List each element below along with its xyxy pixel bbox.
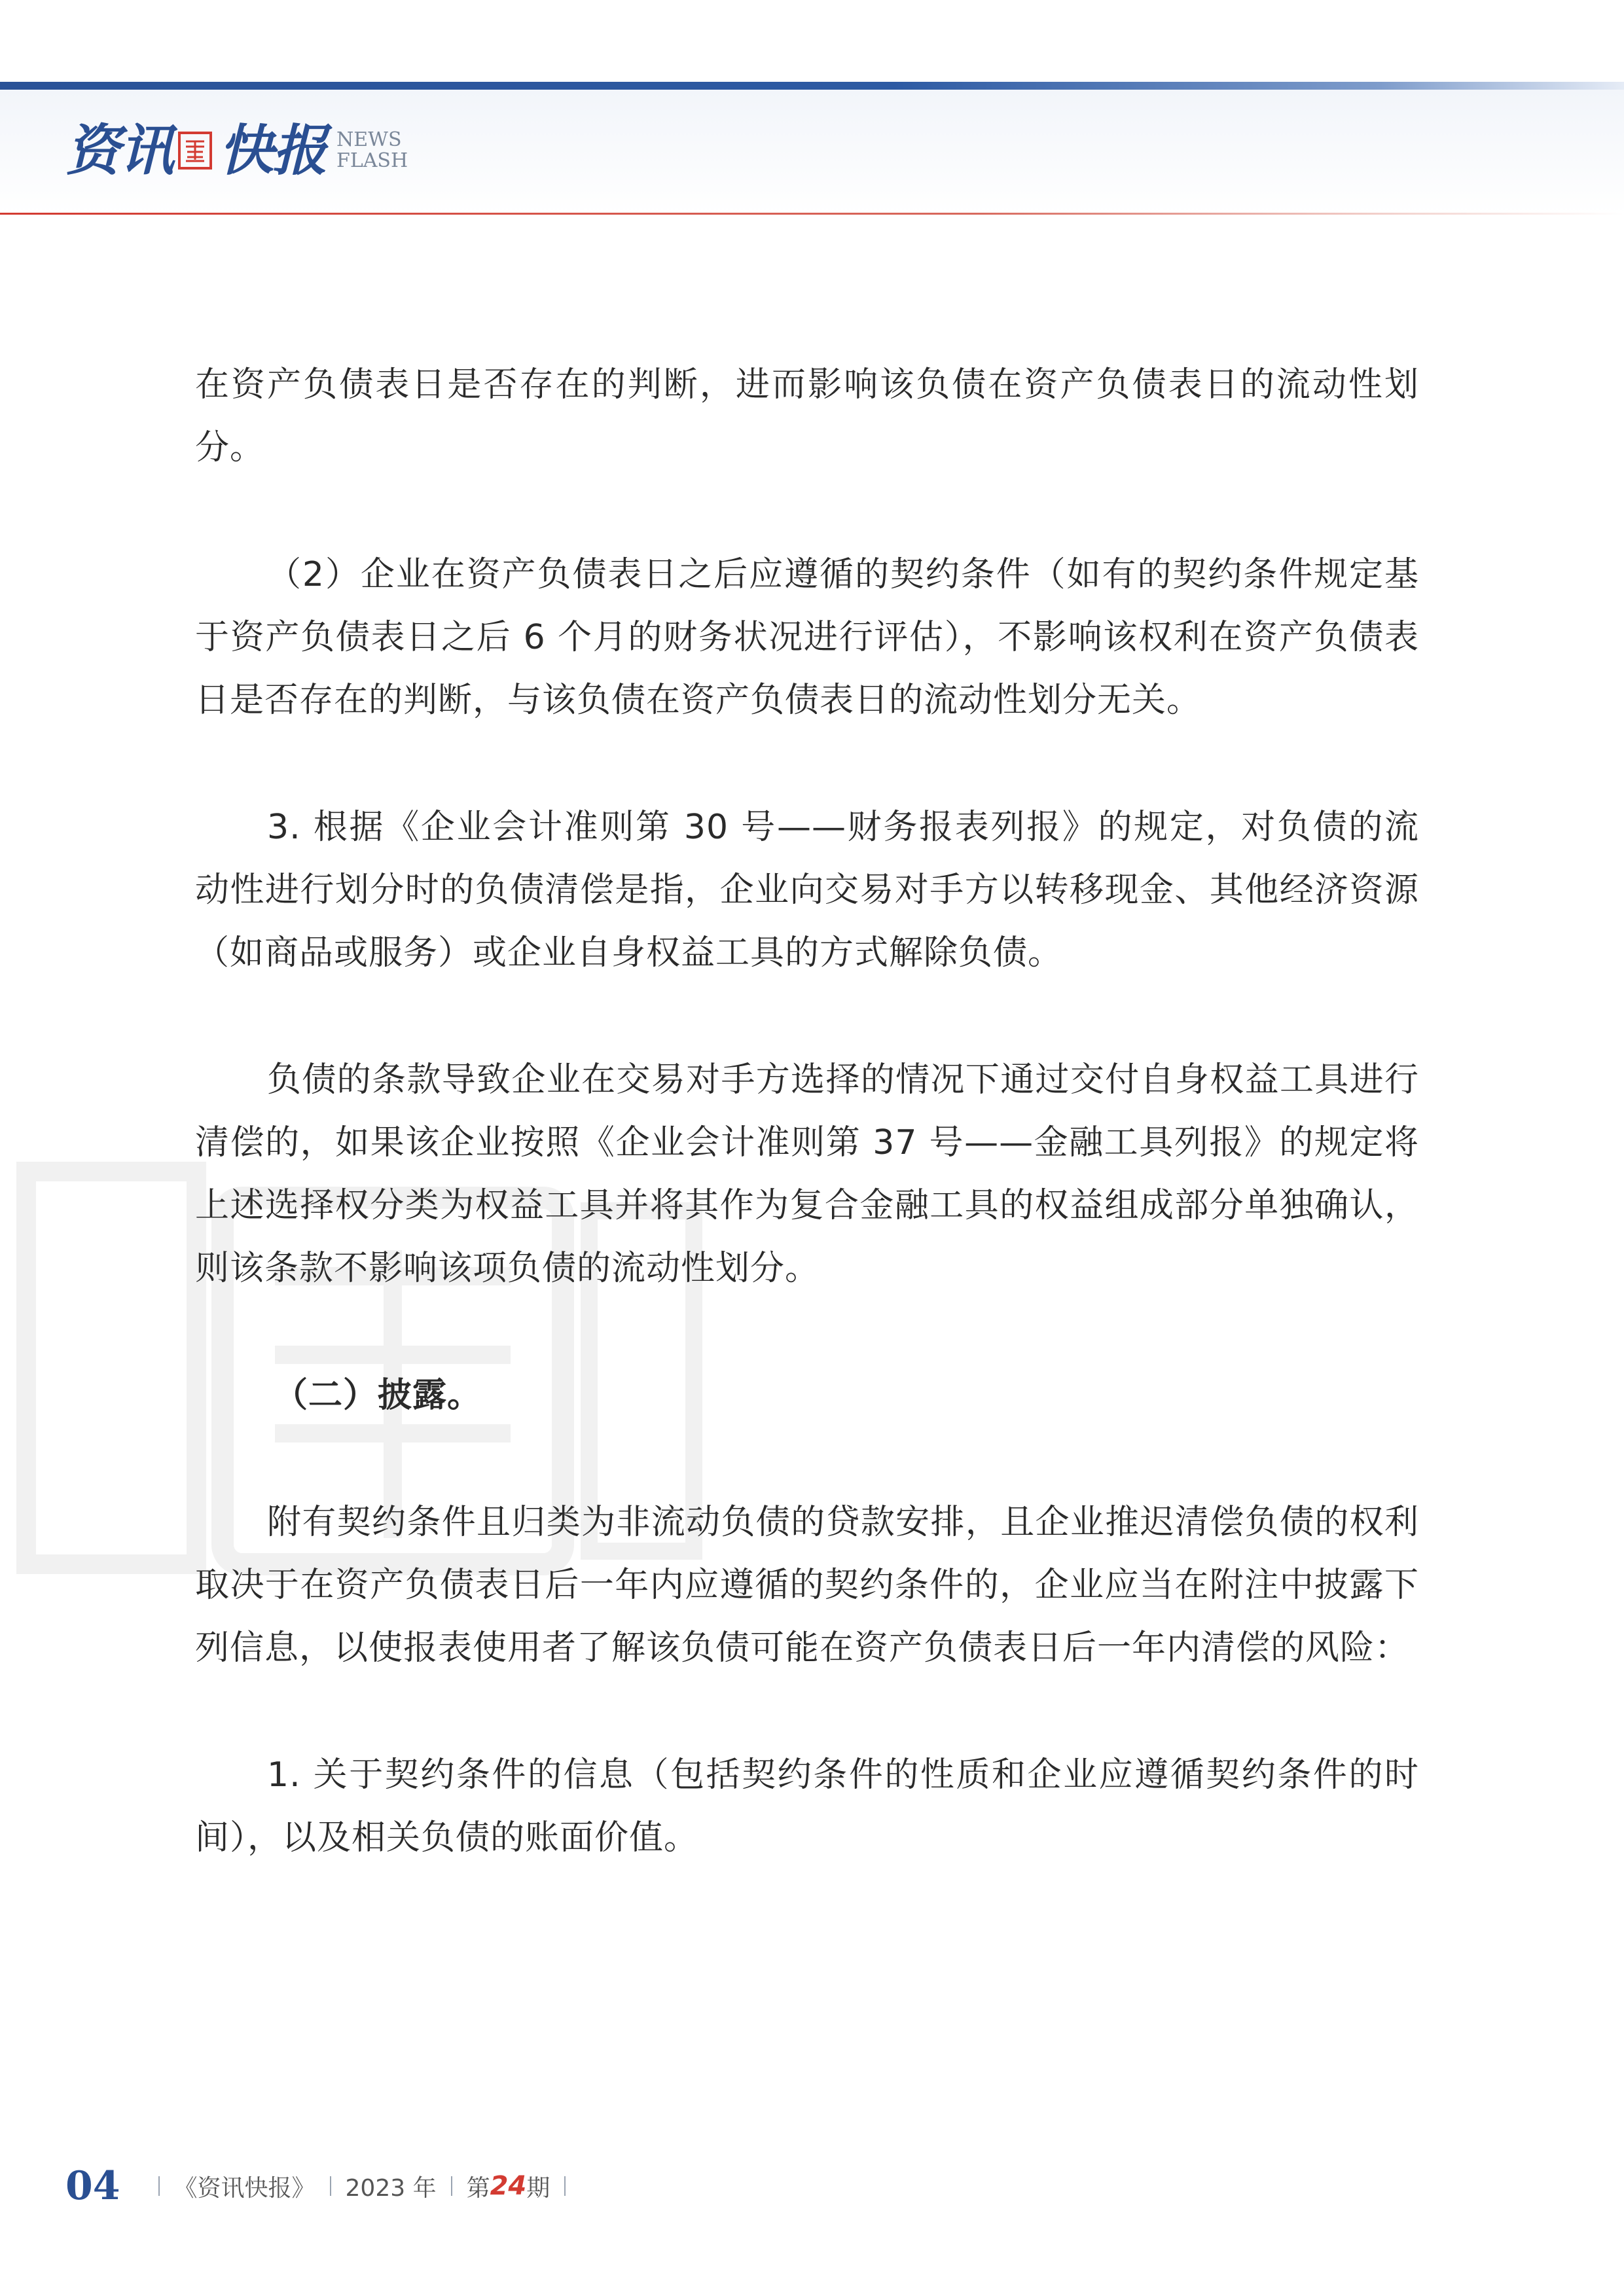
paragraph-disclosure-intro: 附有契约条件且归类为非流动负债的贷款安排，且企业推迟清偿负债的权利取决于在资产负债表日后一年内应遵循的契约条件的，企业应当在附注中披露下列信息，以使报表使用者了解该负债可能在资产负债表日后一年内清偿的风险：	[195, 1503, 1419, 1668]
footer-divider	[564, 2176, 566, 2196]
logo-en-line1: NEWS	[336, 128, 402, 151]
logo-english	[336, 130, 408, 171]
header-divider	[0, 213, 1624, 215]
paragraph-item-2: （2）企业在资产负债表日之后应遵循的契约条件（如有的契约条件规定基于资产负债表日之后 6 个月的财务状况进行评估），不影响该权利在资产负债表日是否存在的判断，与该负债在资产负债表日的流动性划分无关。	[195, 555, 1419, 720]
publication-name: 《资讯快报》	[173, 2174, 316, 2202]
footer-divider	[330, 2176, 331, 2196]
issue-number: 24	[490, 2171, 527, 2201]
page-number: 04	[65, 2163, 120, 2209]
section-heading-disclosure: （二）披露。	[274, 1376, 482, 1415]
paragraph-disclosure-item-1: 1. 关于契约条件的信息（包括契约条件的性质和企业应遵循契约条件的时间），以及相关负债的账面价值。	[195, 1755, 1419, 1857]
paragraph-equity-settlement: 负债的条款导致企业在交易对手方选择的情况下通过交付自身权益工具进行清偿的，如果该企业按照《企业会计准则第 37 号——金融工具列报》的规定将上述选择权分类为权益工具并将其作为复合金融工具的权益组成部分单独确认，则该条款不影响该项负债的流动性划分。	[195, 1060, 1419, 1288]
logo-title-right: 快报	[219, 118, 327, 183]
masthead-logo	[65, 118, 408, 183]
header-top-bar	[0, 82, 1624, 90]
seal-icon	[178, 132, 212, 170]
footer-divider	[451, 2176, 452, 2196]
paragraph-continued: 在资产负债表日是否存在的判断，进而影响该负债在资产负债表日的流动性划分。	[195, 365, 1419, 467]
article-body	[195, 353, 1419, 1933]
paragraph-item-3: 3. 根据《企业会计准则第 30 号——财务报表列报》的规定，对负债的流动性进行划分时的负债清偿是指，企业向交易对手方以转移现金、其他经济资源（如商品或服务）或企业自身权益工具的方式解除负债。	[195, 808, 1419, 973]
logo-en-line2: FLASH	[336, 149, 408, 172]
seal-glyph-icon	[183, 137, 207, 164]
issue-suffix: 期	[526, 2174, 550, 2202]
footer-divider	[158, 2176, 160, 2196]
issue-prefix: 第	[466, 2174, 490, 2202]
page-footer	[65, 2160, 580, 2212]
logo-title-left: 资讯	[65, 118, 173, 183]
publication-year: 2023 年	[345, 2174, 437, 2202]
